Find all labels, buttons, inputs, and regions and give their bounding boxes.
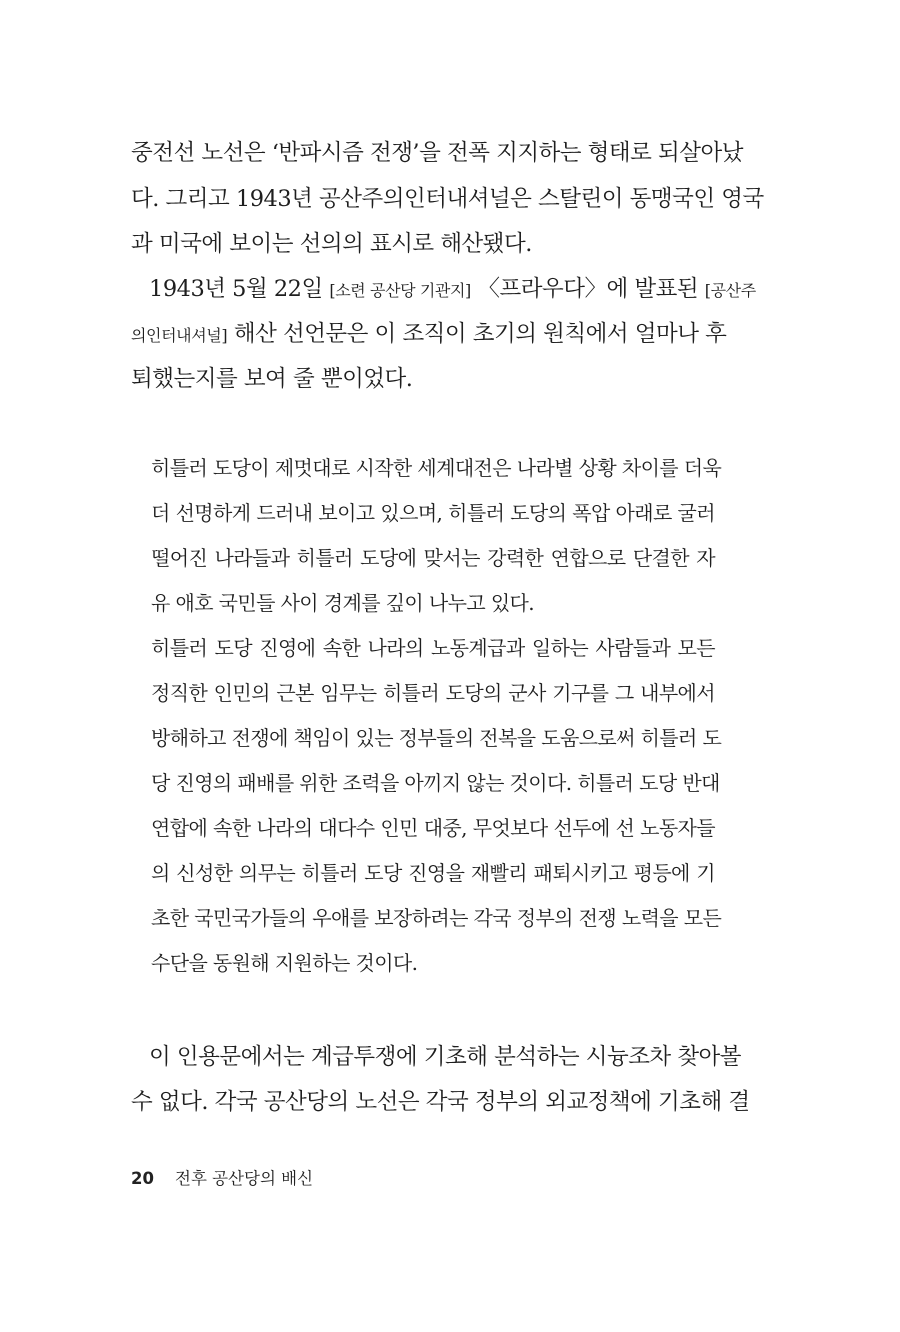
page-footer [131,1167,313,1191]
quote-text-line: 방해하고 전쟁에 책임이 있는 정부들의 전복을 도움으로써 히틀러 도 [151,726,722,750]
quote-text-line: 히틀러 도당이 제멋대로 시작한 세계대전은 나라별 상황 차이를 더욱 [151,456,722,480]
quote-text-line: 초한 국민국가들의 우애를 보장하려는 각국 정부의 전쟁 노력을 모든 [151,906,722,930]
page-number: 20 [131,1169,154,1188]
quote-text-line: 당 진영의 패배를 위한 조력을 아끼지 않는 것이다. 히틀러 도당 반대 [151,771,720,795]
quote-text-line: 수단을 동원해 지원하는 것이다. [151,951,418,975]
body-text-line [131,317,727,351]
body-text-line: 수 없다. 각국 공산당의 노선은 각국 정부의 외교정책에 기초해 결 [131,1089,750,1115]
running-title: 전후 공산당의 배신 [175,1169,314,1188]
body-text-line: 다. 그리고 1943년 공산주의인터내셔널은 스탈린이 동맹국인 영국 [131,186,764,212]
body-text-segment: 〈프라우다〉에 발표된 [470,276,705,302]
quote-text-line: 정직한 인민의 근본 임무는 히틀러 도당의 군사 기구를 그 내부에서 [151,681,715,705]
editor-note: 의인터내셔널] [131,326,228,345]
body-text-line: 중전선 노선은 ‘반파시즘 전쟁’을 전폭 지지하는 형태로 되살아났 [131,140,743,166]
quote-text-line: 히틀러 도당 진영에 속한 나라의 노동계급과 일하는 사람들과 모든 [151,636,715,660]
quote-text-line: 더 선명하게 드러내 보이고 있으며, 히틀러 도당의 폭압 아래로 굴러 [151,501,715,525]
body-text-line: 과 미국에 보이는 선의의 표시로 해산됐다. [131,231,532,257]
body-text-line [131,272,756,306]
quote-text-line: 연합에 속한 나라의 대다수 인민 대중, 무엇보다 선두에 선 노동자들 [151,816,715,840]
body-text-line [131,1040,742,1074]
editor-note: [소련 공산당 기관지] [329,281,471,300]
body-text-segment: 해산 선언문은 이 조직이 초기의 원칙에서 얼마나 후 [227,321,727,347]
quote-text-line: 떨어진 나라들과 히틀러 도당에 맞서는 강력한 연합으로 단결한 자 [151,546,715,570]
body-text-line: 퇴했는지를 보여 줄 뿐이었다. [131,366,413,392]
body-text-segment: 이 인용문에서는 계급투쟁에 기초해 분석하는 시늉조차 찾아볼 [149,1044,742,1070]
editor-note: [공산주 [704,281,756,300]
quote-text-line: 의 신성한 의무는 히틀러 도당 진영을 재빨리 패퇴시키고 평등에 기 [151,861,715,885]
quote-text-line: 유 애호 국민들 사이 경계를 깊이 나누고 있다. [151,591,535,615]
body-text-segment: 1943년 5월 22일 [149,276,330,302]
